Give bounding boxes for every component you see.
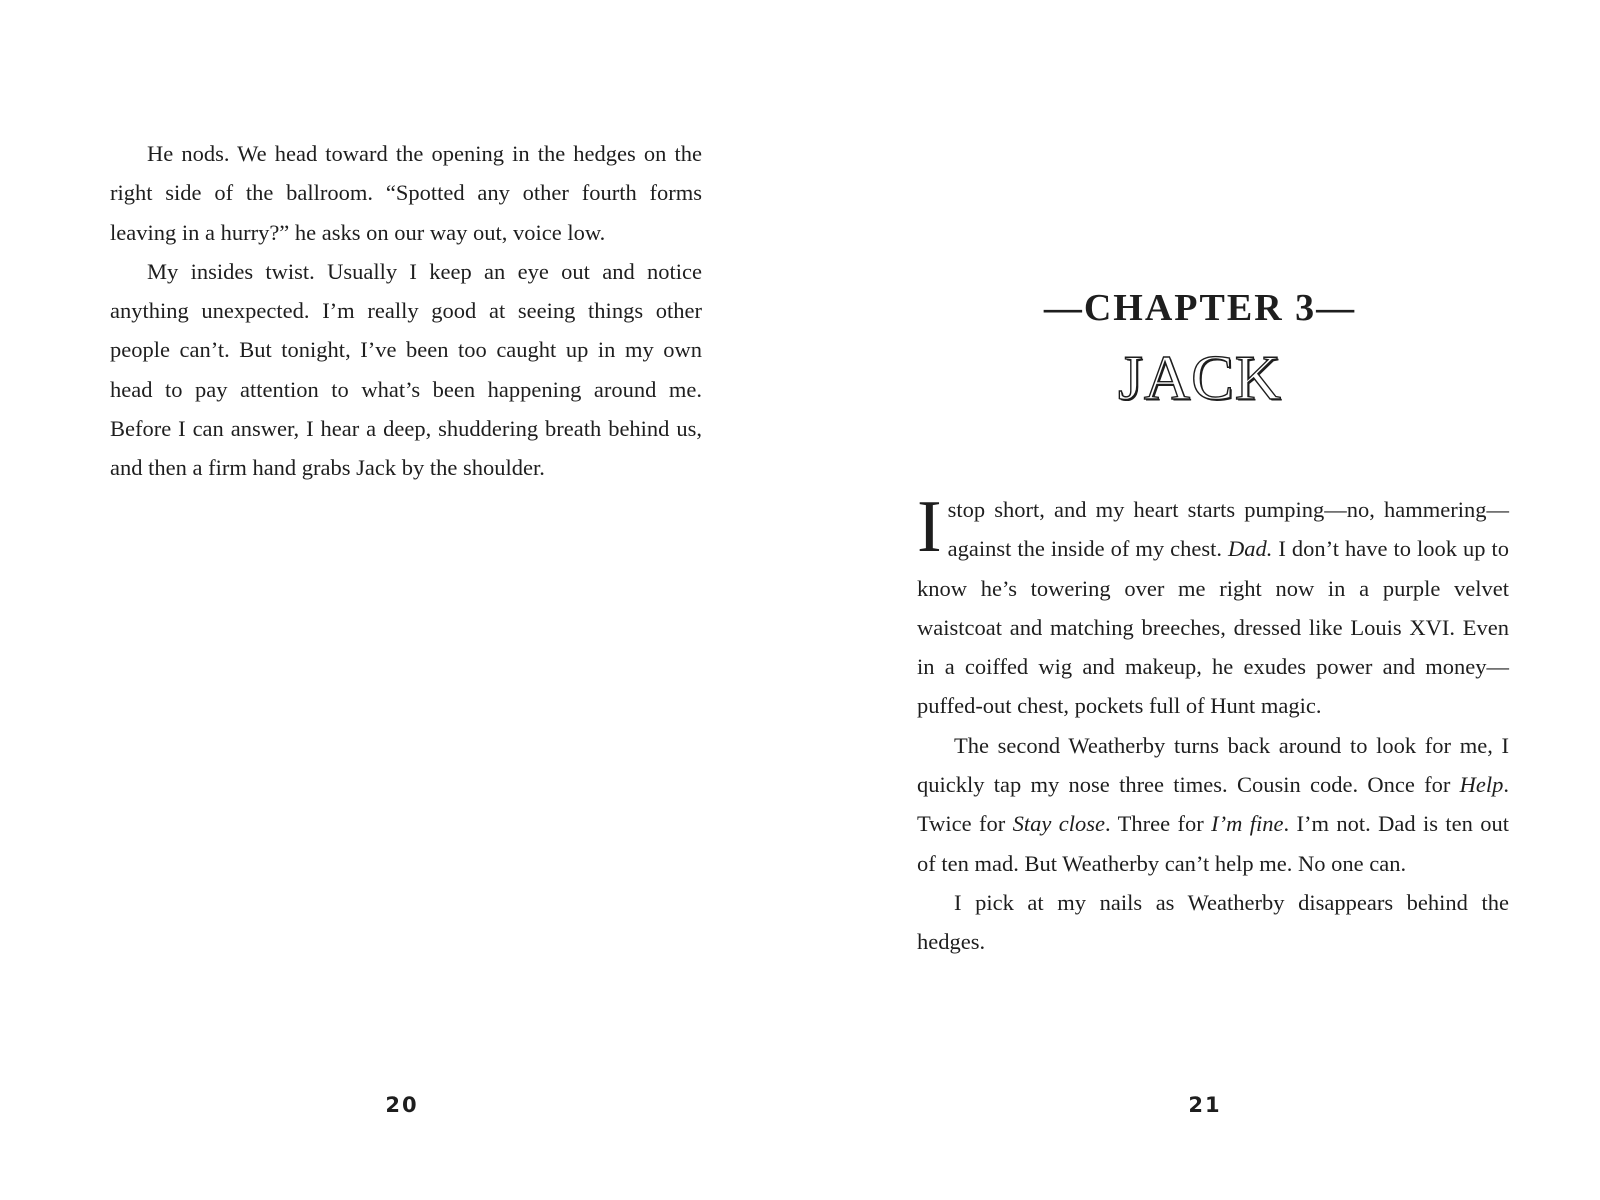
chapter-title: JACK xyxy=(1117,342,1283,413)
emphasis: Dad. xyxy=(1228,536,1273,562)
chapter-heading xyxy=(800,283,1600,413)
page-number-left: 20 xyxy=(385,1093,419,1117)
text-run: stop short, and my heart starts pumping—no, hammering—against the inside of my chest. xyxy=(947,497,1509,562)
paragraph: He nods. We head toward the opening in the hedges on the right side of the ballroom. “Spotted any other fourth forms leaving in a hurry?” he asks on our way out, voice low. xyxy=(110,141,702,245)
paragraph: My insides twist. Usually I keep an eye out and notice anything unexpected. I’m really good at seeing things other people can’t. But tonight, I’ve been too caught up in my own head to pay attention to what’s been happening around me. Before I can answer, I hear a deep, shuddering breath behind us, and then a firm hand grabs Jack by the shoulder. xyxy=(110,258,702,481)
drop-cap: I xyxy=(917,486,942,568)
paragraph xyxy=(917,486,1509,726)
emphasis: I’m fine xyxy=(1211,811,1284,837)
text-run: . Three for xyxy=(1105,811,1212,837)
page-number-right: 21 xyxy=(1188,1093,1222,1117)
emphasis: Stay close xyxy=(1012,811,1106,837)
chapter-number: —CHAPTER 3— xyxy=(1043,287,1357,329)
text-run: The second Weatherby turns back around to look for me, I quickly tap my nose three times. Cousin code. Once for xyxy=(917,732,1509,798)
left-page-body xyxy=(110,134,702,488)
text-run: . Twice for xyxy=(917,772,1509,837)
emphasis: Help xyxy=(1459,772,1504,798)
right-page xyxy=(800,0,1600,1200)
text-run: I don’t have to look up to know he’s towering over me right now in a purple velvet waistcoat and matching breeches, dressed like Louis XVI. Even in a coiffed wig and makeup, he exudes power and money—puffed-out chest, pockets full of Hunt magic. xyxy=(917,536,1509,719)
text-run: . I’m not. Dad is ten out of ten mad. But Weatherby can’t help me. No one can. xyxy=(917,811,1509,876)
paragraph xyxy=(917,726,1509,883)
right-page-body xyxy=(917,486,1509,962)
paragraph: I pick at my nails as Weatherby disappears behind the hedges. xyxy=(917,889,1509,955)
